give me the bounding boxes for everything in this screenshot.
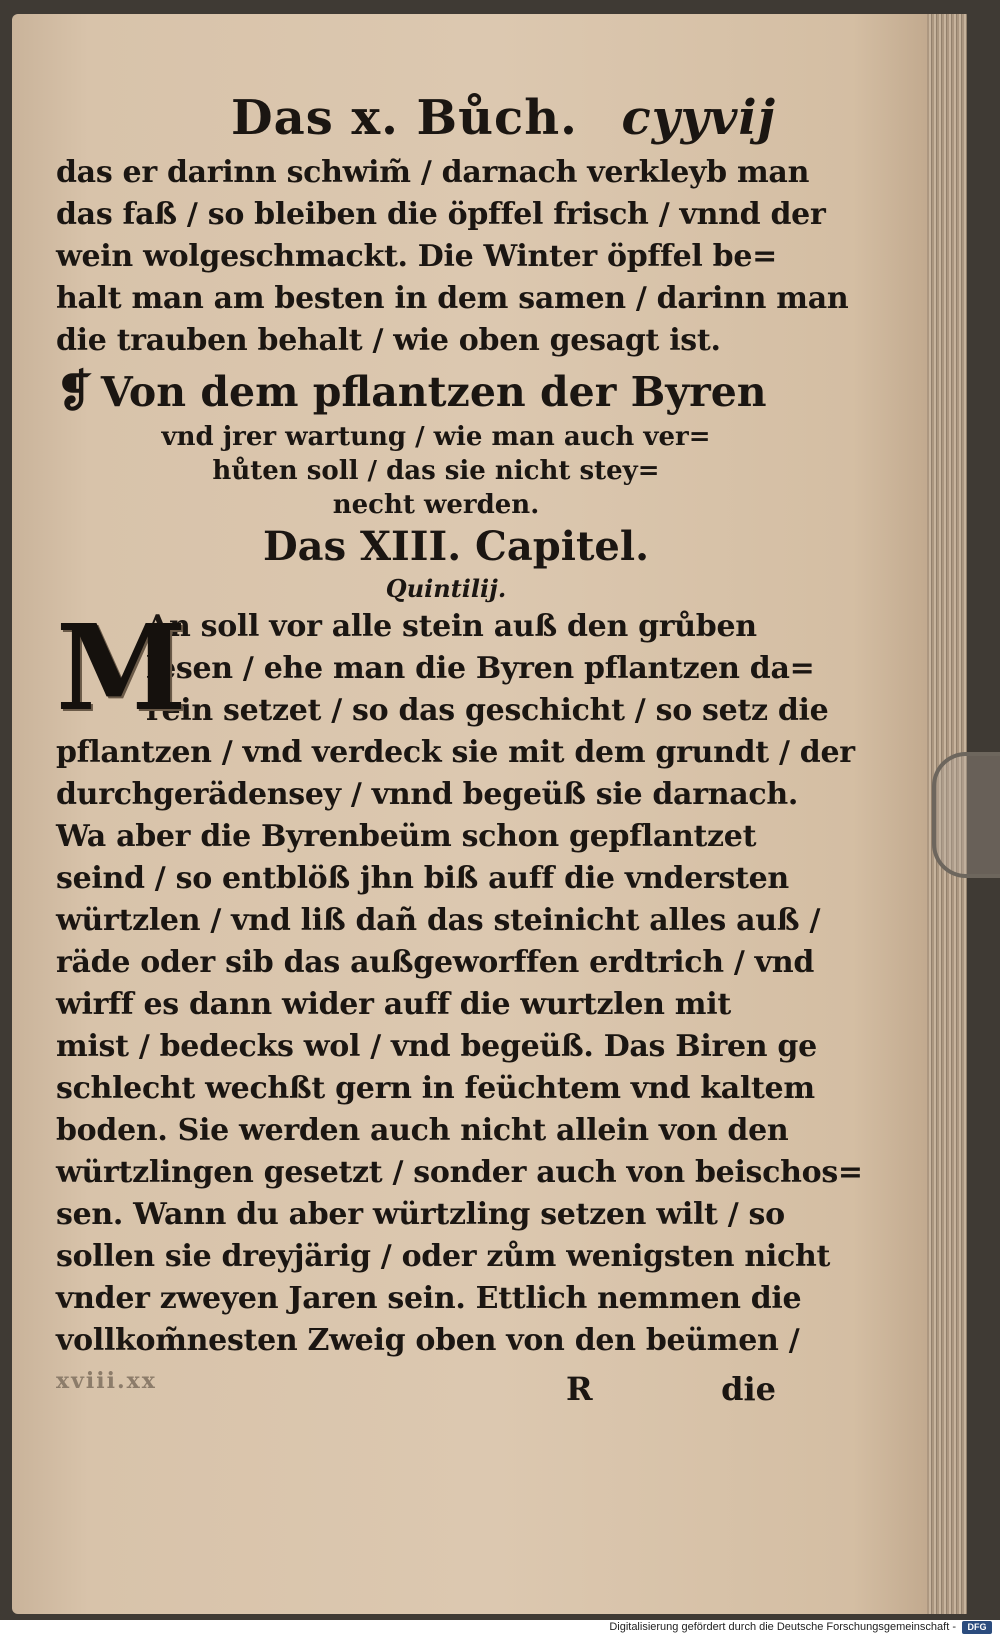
section-heading-text: Von dem pflantzen der Byren	[100, 368, 767, 416]
text-line: wein wolgeschmackt. Die Winter öpffel be=	[56, 239, 777, 274]
page-header	[56, 90, 776, 152]
text-line: die trauben behalt / wie oben gesagt ist.	[56, 323, 721, 358]
pilcrow-icon: ❡	[56, 366, 93, 417]
section-heading	[56, 368, 776, 420]
text-line: wirff es dann wider auff die wurtzlen mit	[56, 987, 731, 1022]
text-line: vnder zweyen Jaren sein. Ettlich nemmen die	[56, 1281, 802, 1316]
text-line: vollkom̃nesten Zweig oben von den beümen /	[56, 1323, 800, 1358]
text-line: sen. Wann du aber würtzling setzen wilt / so	[56, 1197, 785, 1232]
section-subheading-line: necht werden.	[332, 490, 540, 520]
text-line: sollen sie dreyjärig / oder zům wenigsten nicht	[56, 1239, 831, 1274]
section-subheading-line: vnd jrer wartung / wie man auch ver=	[161, 422, 711, 452]
text-line: durchgerädensey / vnnd begeüß sie darnach.	[56, 777, 798, 812]
text-line: schlecht wechßt gern in feüchtem vnd kaltem	[56, 1071, 815, 1106]
body-text	[56, 598, 863, 1362]
text-line: räde oder sib das außgeworffen erdtrich / vnd	[56, 945, 815, 980]
text-line: Wa aber die Byrenbeüm schon gepflantzet	[56, 819, 757, 854]
signature-mark: R	[566, 1370, 593, 1408]
text-line: rein setzet / so das geschicht / so setz die	[146, 693, 829, 728]
text-line: pflantzen / vnd verdeck sie mit dem grundt / der	[56, 735, 855, 770]
text-line: lesen / ehe man die Byren pflantzen da=	[146, 651, 815, 686]
credit-text: Digitalisierung gefördert durch die Deutsche Forschungsgemeinschaft -	[609, 1621, 956, 1633]
faint-mark: xviii.xx	[56, 1368, 157, 1394]
text-line: das er darinn schwim̃ / darnach verkleyb man	[56, 155, 810, 190]
text-line: würtzlingen gesetzt / sonder auch von beischos=	[56, 1155, 863, 1190]
text-line: halt man am besten in dem samen / darinn man	[56, 281, 849, 316]
page-content	[56, 90, 863, 1412]
folio-number: cyyvij	[621, 90, 776, 146]
text-block-top	[56, 152, 849, 362]
chapter-title: Das XIII. Capitel.	[262, 523, 650, 570]
text-line: seind / so entblöß jhn biß auff die vndersten	[56, 861, 789, 896]
text-line: würtzlen / vnd liß dañ das steinicht alles auß /	[56, 903, 821, 938]
text-line: boden. Sie werden auch nicht allein von den	[56, 1113, 789, 1148]
running-title: Das x. Bůch.	[231, 90, 578, 146]
catchword: die	[721, 1370, 776, 1408]
book-clip	[932, 752, 1000, 878]
dfg-logo: DFG	[962, 1621, 992, 1634]
decorated-initial: M	[56, 598, 187, 737]
text-line: An soll vor alle stein auß den grůben	[146, 609, 757, 644]
text-line: mist / bedecks wol / vnd begeüß. Das Biren ge	[56, 1029, 817, 1064]
section-subheading-line: hůten soll / das sie nicht stey=	[212, 456, 660, 486]
text-line: das faß / so bleiben die öpffel frisch / vnnd der	[56, 197, 826, 232]
page-footer-row	[56, 1368, 776, 1412]
source-attribution: Quintilij.	[385, 574, 507, 603]
